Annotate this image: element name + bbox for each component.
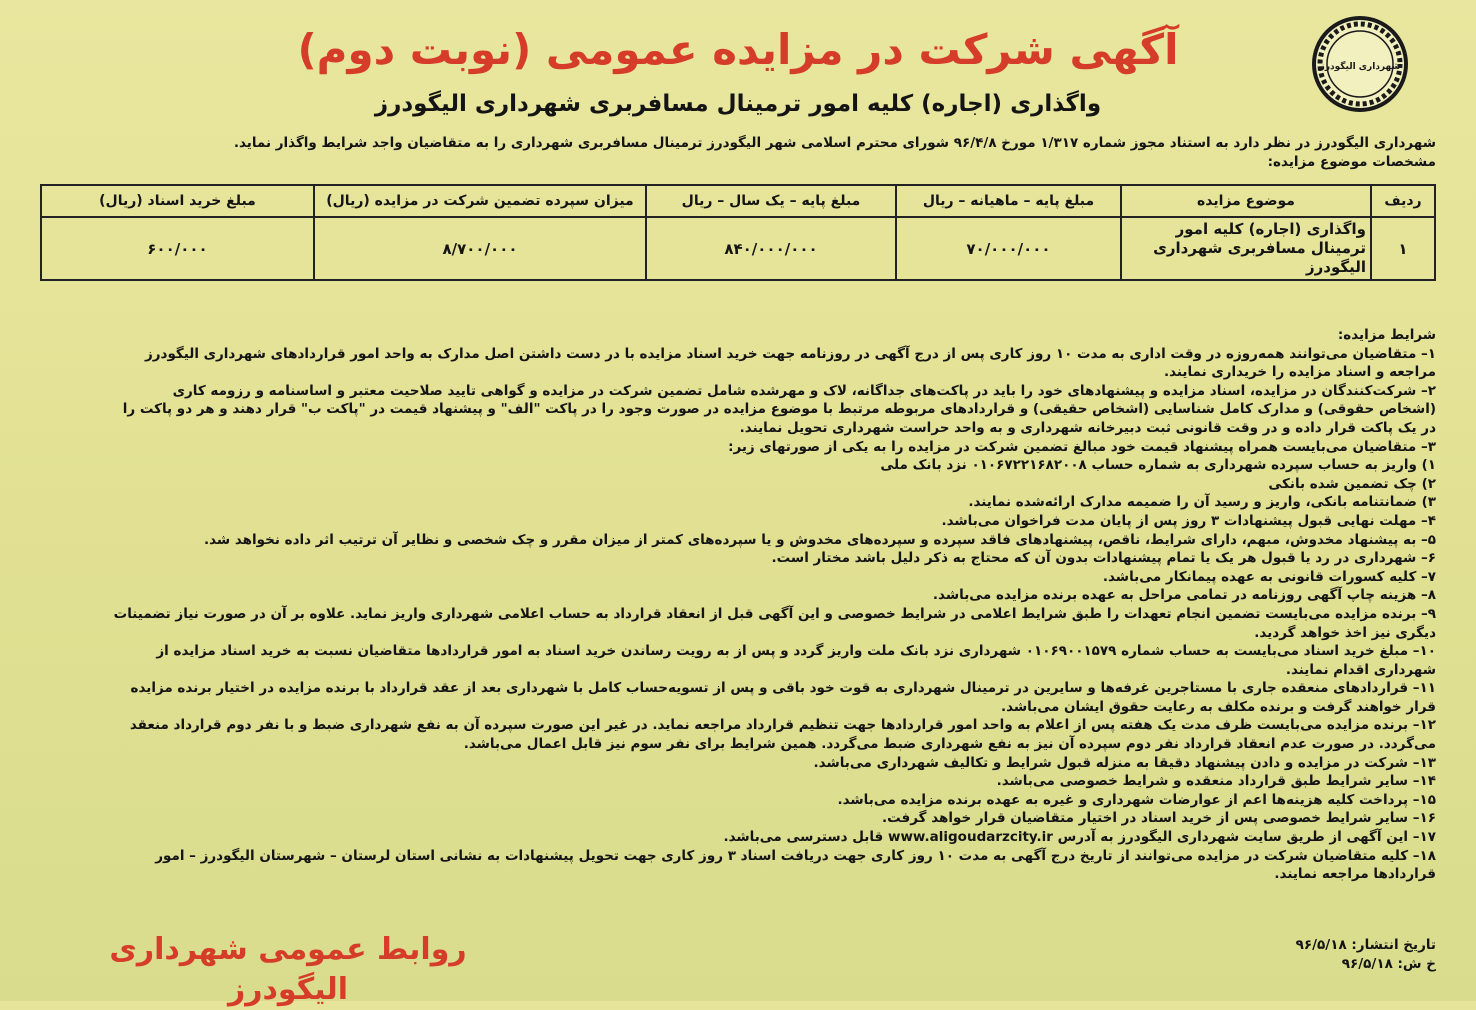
condition-line: ۱) واریز به حساب سپرده شهرداری به شماره حساب ۰۱۰۶۷۲۲۱۶۸۲۰۰۸ نزد بانک ملی [880,457,1436,474]
conditions-section [40,326,1436,884]
col-header-docs-price: مبلغ خرید اسناد (ریال) [41,185,314,217]
cell-deposit: ۸/۷۰۰/۰۰۰ [314,217,646,280]
ad-title: آگهی شرکت در مزایده عمومی (نوبت دوم) [297,25,1179,74]
cell-docs-price: ۶۰۰/۰۰۰ [41,217,314,280]
condition-line: ۱۴– سایر شرایط طبق قرارداد منعقده و شرایط خصوصی می‌باشد. [996,773,1436,790]
condition-line: ۴– مهلت نهایی قبول پیشنهادات ۳ روز پس از پایان مدت فراخوان می‌باشد. [941,512,1436,529]
condition-line: ۱۲– برنده مزایده می‌بایست ظرف مدت یک هفته پس از اعلام به واحد امور قراردادها جهت تنظیم قرارداد مراجعه نماید. در غیر این صورت سپرده آن به نفع شهرداری ضبط و با نفر دوم قرارداد منعقد [129,717,1436,734]
logo-text: شهرداری الیگودرز [1319,62,1401,72]
condition-line: ۱۰– مبلغ خرید اسناد می‌بایست به حساب شماره ۰۱۰۶۹۰۰۱۵۷۹ شهرداری نزد بانک ملت واریز گردد و پس از به رویت رساندن خرید اسناد به امور قراردادها متقاضیان نسبت به خرید اسناد مزایده از [156,643,1436,660]
spec-table-wrapper [40,184,1436,281]
table-header-row [41,185,1435,217]
code-date: خ ش: ۹۶/۵/۱۸ [1341,955,1436,972]
condition-line: (اشخاص حقوقی) و مدارک کامل شناسایی (اشخاص حقیقی) و قراردادهای مربوطه مرتبط با موضوع مزایده در صورت وجود را در پاکت "الف" و پیشنهاد قیمت در "پاکت ب" قرار دهند و هر دو پاکت را [122,401,1436,418]
condition-line: ۱۷– این آگهی از طریق سایت شهرداری الیگودرز به آدرس www.aligoudarzcity.ir قابل دسترسی می‌باشد. [723,829,1436,846]
col-header-monthly: مبلغ پایه – ماهیانه – ریال [896,185,1121,217]
condition-line: ۶– شهرداری در رد یا قبول هر یک یا تمام پیشنهادات بدون آن که محتاج به ذکر دلیل باشد مختار است. [771,550,1436,567]
intro-line: شهرداری الیگودرز در نظر دارد به استناد مجوز شماره ۱/۳۱۷ مورخ ۹۶/۴/۸ شورای محترم اسلامی شهر الیگودرز ترمینال مسافربری شهرداری را به متقاضیان واجد شرایط واگذار نماید. [233,135,1436,151]
condition-line: ۱۱– قراردادهای منعقده جاری با مستاجرین غرفه‌ها و سایرین در ترمینال شهرداری به قوت خود باقی و پس از تسویه‌حساب کامل با شهرداری بعد از عقد قرارداد با برنده مزایده در اختیار برنده مزایده [130,680,1436,697]
condition-line: دیگری نیز اخذ خواهد گردید. [1254,624,1436,641]
condition-line: ۲) چک تضمین شده بانکی [1268,475,1436,492]
publish-date: تاریخ انتشار: ۹۶/۵/۱۸ [1295,937,1436,953]
condition-line: ۲– شرکت‌کنندگان در مزایده، اسناد مزایده و پیشنهادهای خود را باید در پاکت‌های جداگانه، لاک و مهرشده شامل تضمین شرکت در مزایده و گواهی تایید صلاحیت معتبر و اساسنامه و رزومه کاری [172,382,1436,399]
condition-line: مراجعه و اسناد مزایده را خریداری نمایند. [1163,364,1436,381]
condition-line: قرار خواهند گرفت و برنده مکلف به رعایت حقوق ایشان می‌باشد. [1000,698,1436,715]
cell-row-number: ۱ [1371,217,1435,280]
spec-table [40,184,1436,281]
condition-line: ۱– متقاضیان می‌توانند همه‌روزه در وقت اداری به مدت ۱۰ روز کاری پس از درج آگهی در روزنامه جهت خرید اسناد مزایده با در دست داشتن اصل مدارک به واحد امور قراردادهای شهرداری الیگودرز [144,345,1436,362]
col-header-row-number: ردیف [1371,185,1435,217]
table-row [41,217,1435,280]
signature: روابط عمومی شهرداری الیگودرز [109,932,467,1007]
condition-line: ۱۳– شرکت در مزایده و دادن پیشنهاد دقیقا به منزله قبول شرایط و تکالیف شهرداری می‌باشد. [813,754,1436,771]
intro-text [40,134,1436,172]
col-header-deposit: میزان سپرده تضمین شرکت در مزایده (ریال) [314,185,646,217]
publish-info [1296,936,1436,973]
cell-monthly: ۷۰/۰۰۰/۰۰۰ [896,217,1121,280]
condition-line: می‌گردد. در صورت عدم انعقاد قرارداد نفر دوم سپرده آن نیز به نفع شهرداری ضبط می‌گردد. همین شرایط برای نفر سوم نیز قابل اعمال می‌باشد. [463,736,1436,753]
condition-line: ۱۸– کلیه متقاضیان شرکت در مزایده می‌توانند از تاریخ درج آگهی به مدت ۱۰ روز کاری جهت دریافت اسناد ۳ روز کاری جهت تحویل پیشنهادات به نشانی استان لرستان – شهرستان الیگودرز – امور [155,847,1436,864]
ad-subtitle: واگذاری (اجاره) کلیه امور ترمینال مسافربری شهرداری الیگودرز [374,91,1102,117]
intro-line: مشخصات موضوع مزایده: [1267,154,1436,170]
col-header-subject: موضوع مزایده [1121,185,1371,217]
condition-line: ۷– کلیه کسورات قانونی به عهده پیمانکار می‌باشد. [1102,568,1436,585]
cell-subject: واگذاری (اجاره) کلیه امور ترمینال مسافربری شهرداری الیگودرز [1121,217,1371,280]
condition-line: ۳– متقاضیان می‌بایست همراه پیشنهاد قیمت خود مبالغ تضمین شرکت در مزایده را به یکی از صورتهای زیر: [728,438,1436,455]
municipality-logo [1310,14,1410,114]
condition-line: ۹– برنده مزایده می‌بایست تضمین انجام تعهدات را طبق شرایط اعلامی در شرایط خصوصی و این آگهی قبل از انعقاد قرارداد به حساب اعلامی شهرداری واریز نماید. علاوه بر آن در صورت نیاز تضمینات [113,605,1436,622]
condition-line: ۱۶– سایر شرایط خصوصی پس از خرید اسناد در اختیار متقاضیان قرار خواهد گرفت. [882,810,1436,827]
condition-line: در یک پاکت قرار داده و در وقت قانونی ثبت دبیرخانه شهرداری و به واحد حراست شهرداری تحویل نمایند. [739,419,1436,436]
conditions-heading: شرایط مزایده: [1337,327,1436,343]
condition-line: ۵– به پیشنهاد مخدوش، مبهم، دارای شرایط، ناقص، پیشنهادهای فاقد سپرده و سپرده‌های مخدوش و یا سپرده‌های کمتر از میزان مقرر و چک شخصی و نظایر آن ترتیب اثر داده نخواهد شد. [203,531,1436,548]
condition-line: ۳) ضمانتنامه بانکی، واریز و رسید آن را ضمیمه مدارک ارائه‌شده نمایند. [968,494,1436,511]
cell-yearly: ۸۴۰/۰۰۰/۰۰۰ [646,217,896,280]
condition-line: ۱۵– پرداخت کلیه هزینه‌ها اعم از عوارضات شهرداری و غیره به عهده برنده مزایده می‌باشد. [837,791,1436,808]
col-header-yearly: مبلغ پایه – یک سال – ریال [646,185,896,217]
condition-line: قراردادها مراجعه نمایند. [1274,866,1436,883]
condition-line: ۸– هزینه چاپ آگهی روزنامه در تمامی مراحل به عهده برنده مزایده می‌باشد. [932,587,1436,604]
condition-line: شهرداری اقدام نمایند. [1285,661,1436,678]
